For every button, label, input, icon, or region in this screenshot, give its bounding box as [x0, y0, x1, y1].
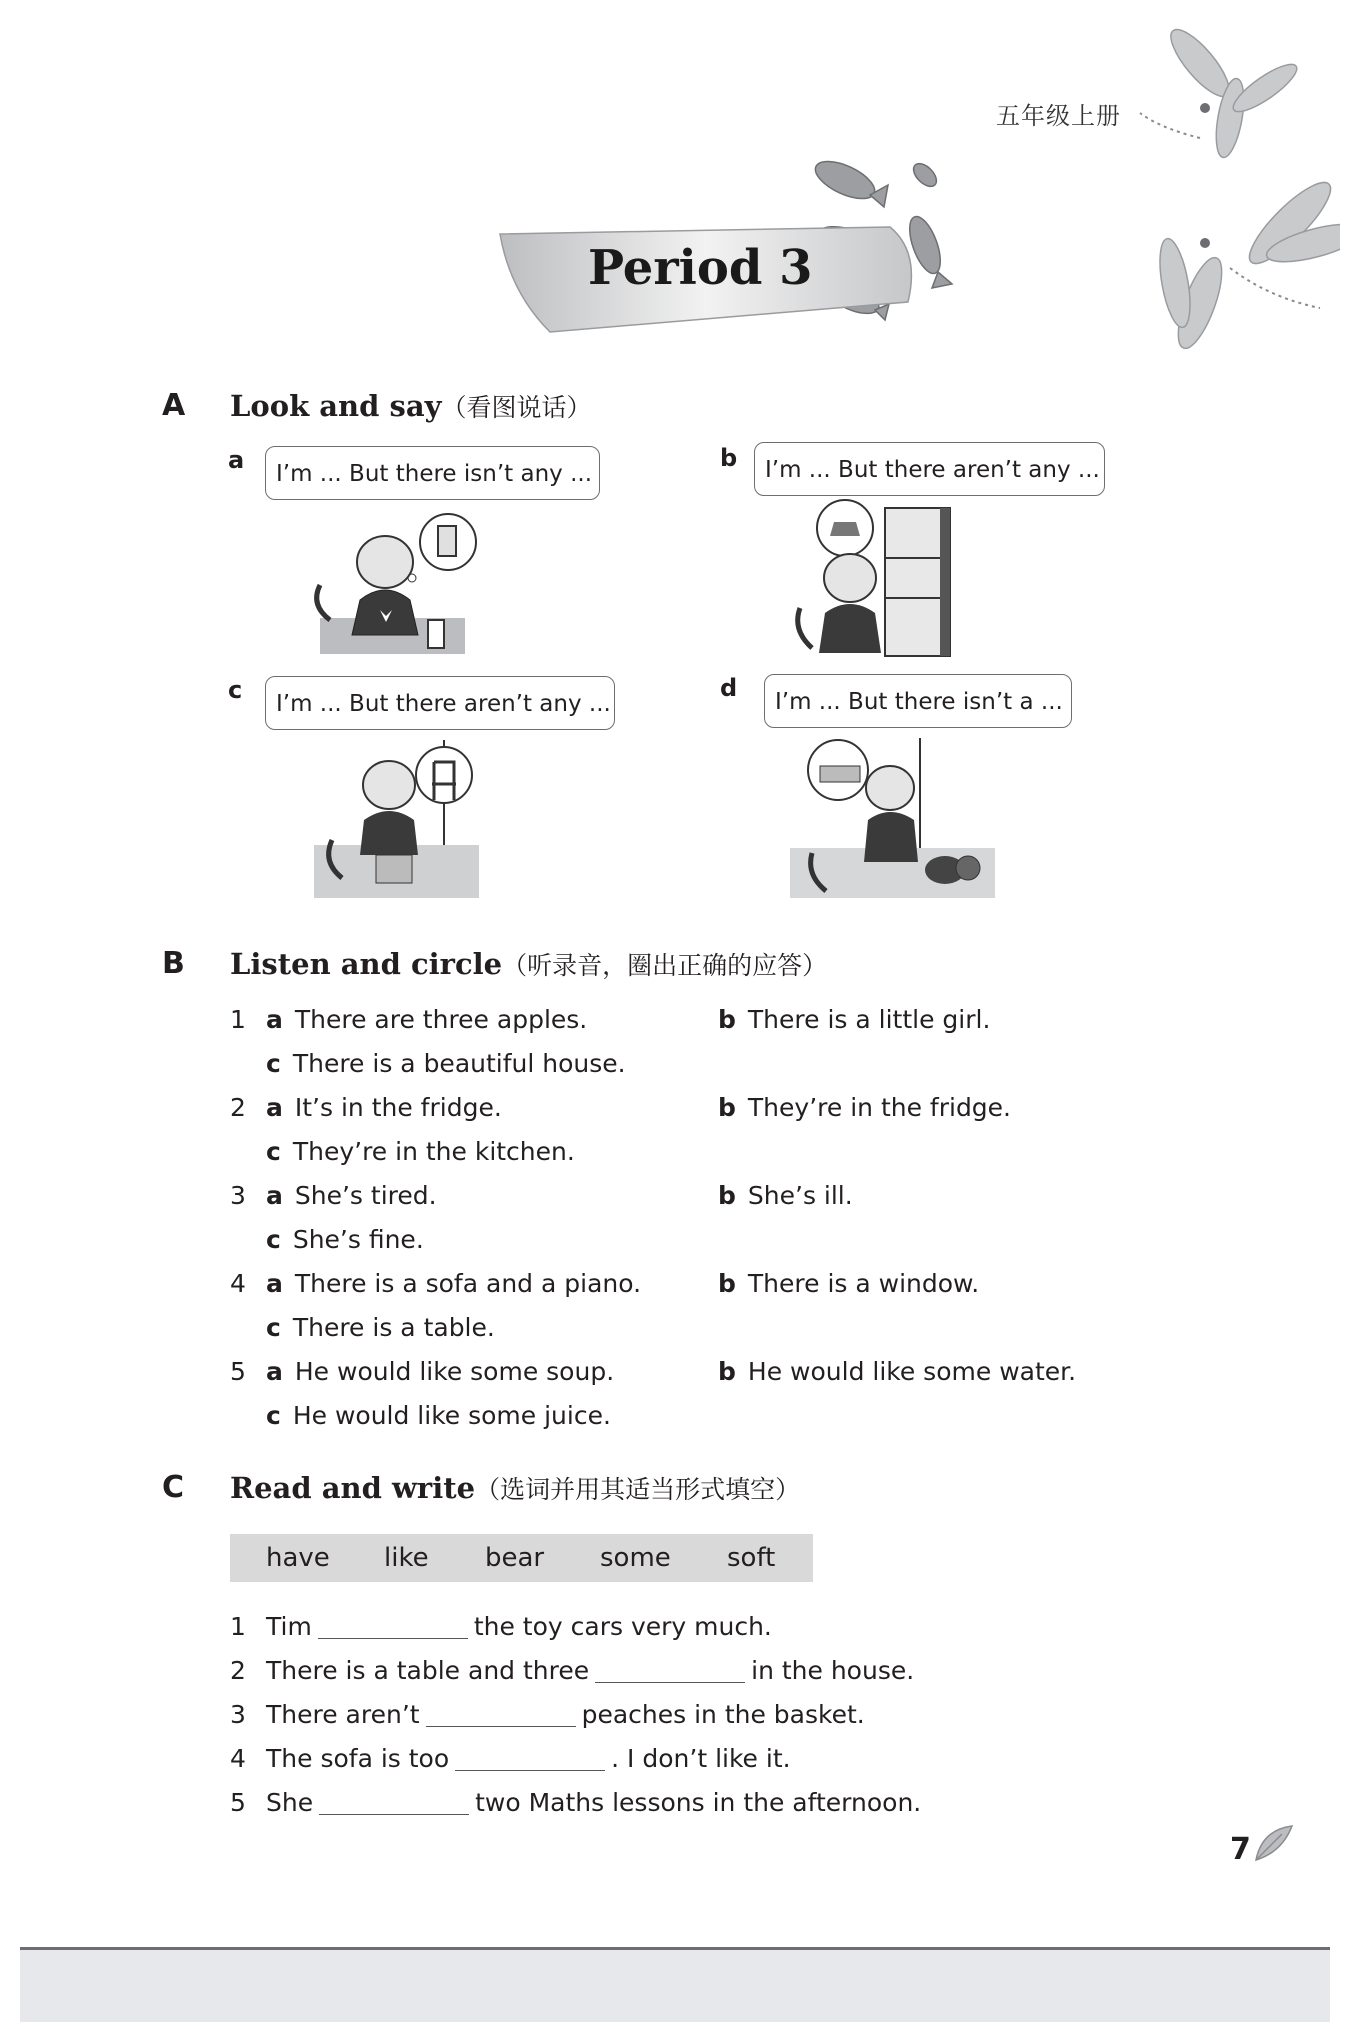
question-1-option-a[interactable]: 1 a There are three apples. — [230, 1005, 588, 1034]
sentence-3 — [230, 1700, 865, 1729]
answer-blank[interactable] — [455, 1744, 605, 1771]
question-number: 5 — [230, 1357, 246, 1386]
question-1-option-b[interactable]: b There is a little girl. — [718, 1005, 991, 1034]
option-text: He would like some soup. — [294, 1357, 615, 1386]
question-2-option-a[interactable]: 2 a It’s in the fridge. — [230, 1093, 502, 1122]
section-b-title-cn: （听录音，圈出正确的应答） — [502, 951, 828, 980]
sentence-text: peaches in the basket. — [581, 1700, 865, 1729]
sentence-text: the toy cars very much. — [473, 1612, 772, 1641]
footer-band — [20, 1950, 1330, 2022]
word-bank-item: like — [384, 1543, 429, 1573]
question-4-option-b[interactable]: b There is a window. — [718, 1269, 980, 1298]
question-3-option-a[interactable]: 3 a She’s tired. — [230, 1181, 437, 1210]
cat-tired-chair-illustration — [314, 740, 484, 898]
option-text: He would like some water. — [747, 1357, 1077, 1386]
question-number: 3 — [230, 1181, 246, 1210]
question-5-option-a[interactable]: 5 a He would like some soup. — [230, 1357, 615, 1386]
option-text: There is a window. — [747, 1269, 980, 1298]
section-c-letter: C — [162, 1470, 185, 1505]
question-5-option-c[interactable]: c He would like some juice. — [266, 1401, 611, 1430]
section-b-title — [230, 946, 827, 982]
sentence-text: The sofa is too — [266, 1744, 450, 1773]
section-b-title-en: Listen and circle — [230, 947, 503, 981]
option-text: There are three apples. — [294, 1005, 588, 1034]
section-b-letter: B — [162, 946, 185, 981]
sentence-number: 3 — [230, 1700, 246, 1729]
sentence-text: in the house. — [751, 1656, 915, 1685]
section-a-title-en: Look and say — [230, 389, 442, 423]
sentence-number: 1 — [230, 1612, 246, 1641]
answer-blank[interactable] — [595, 1656, 745, 1683]
item-a-label: a — [228, 446, 245, 474]
speech-bubble-a: I’m ... But there isn’t any ... — [265, 446, 600, 500]
answer-blank[interactable] — [318, 1612, 468, 1639]
question-5-option-b[interactable]: b He would like some water. — [718, 1357, 1077, 1386]
speech-bubble-b: I’m ... But there aren’t any ... — [754, 442, 1105, 496]
sentence-1 — [230, 1612, 772, 1641]
sentence-text: . I don’t like it. — [611, 1744, 791, 1773]
option-text: There is a sofa and a piano. — [294, 1269, 642, 1298]
answer-blank[interactable] — [319, 1788, 469, 1815]
sentence-number: 2 — [230, 1656, 246, 1685]
question-2-option-c[interactable]: c They’re in the kitchen. — [266, 1137, 575, 1166]
question-number: 2 — [230, 1093, 246, 1122]
option-text: There is a little girl. — [747, 1005, 991, 1034]
question-4-option-c[interactable]: c There is a table. — [266, 1313, 495, 1342]
section-a-title — [230, 388, 592, 424]
cat-hungry-fridge-illustration — [790, 498, 970, 658]
speech-bubble-d: I’m ... But there isn’t a ... — [764, 674, 1072, 728]
option-text: He would like some juice. — [292, 1401, 611, 1430]
sentence-2 — [230, 1656, 914, 1685]
item-d-label: d — [720, 674, 738, 702]
option-text: They’re in the kitchen. — [292, 1137, 575, 1166]
question-number: 1 — [230, 1005, 246, 1034]
page-title: Period 3 — [588, 240, 813, 296]
item-b-label: b — [720, 444, 738, 472]
option-text: They’re in the fridge. — [747, 1093, 1012, 1122]
speech-bubble-c: I’m ... But there aren’t any ... — [265, 676, 615, 730]
word-bank-item: have — [266, 1543, 330, 1573]
leaf-icon — [1252, 1822, 1296, 1864]
grade-label: 五年级上册 — [996, 102, 1121, 130]
option-text: There is a beautiful house. — [292, 1049, 626, 1078]
option-text: She’s fine. — [292, 1225, 424, 1254]
sentence-5 — [230, 1788, 921, 1817]
section-c-title — [230, 1470, 800, 1506]
question-1-option-c[interactable]: c There is a beautiful house. — [266, 1049, 626, 1078]
option-text: There is a table. — [292, 1313, 495, 1342]
option-text: It’s in the fridge. — [294, 1093, 502, 1122]
question-4-option-a[interactable]: 4 a There is a sofa and a piano. — [230, 1269, 642, 1298]
sentence-text: There is a table and three — [266, 1656, 590, 1685]
cat-sleepy-bed-illustration — [790, 738, 1000, 898]
page-number: 7 — [1230, 1832, 1251, 1867]
section-a-title-cn: （看图说话） — [441, 393, 592, 422]
sentence-text: There aren’t — [266, 1700, 420, 1729]
option-text: She’s ill. — [747, 1181, 853, 1210]
option-text: She’s tired. — [294, 1181, 437, 1210]
item-c-label: c — [228, 676, 243, 704]
sentence-text: Tim — [266, 1612, 312, 1641]
dragonfly-decoration — [1120, 18, 1340, 358]
question-3-option-c[interactable]: c She’s fine. — [266, 1225, 424, 1254]
word-bank-item: some — [600, 1543, 671, 1573]
question-number: 4 — [230, 1269, 246, 1298]
question-3-option-b[interactable]: b She’s ill. — [718, 1181, 853, 1210]
answer-blank[interactable] — [426, 1700, 576, 1727]
sentence-number: 5 — [230, 1788, 246, 1817]
word-bank-item: bear — [485, 1543, 545, 1573]
section-c-title-cn: （选词并用其适当形式填空） — [475, 1475, 801, 1504]
sentence-number: 4 — [230, 1744, 246, 1773]
sentence-4 — [230, 1744, 791, 1773]
sentence-text: She — [266, 1788, 314, 1817]
word-bank-item: soft — [727, 1543, 776, 1573]
sentence-text: two Maths lessons in the afternoon. — [475, 1788, 922, 1817]
section-c-title-en: Read and write — [230, 1471, 476, 1505]
question-2-option-b[interactable]: b They’re in the fridge. — [718, 1093, 1012, 1122]
section-a-letter: A — [162, 388, 186, 423]
cat-thirsty-illustration — [300, 500, 490, 660]
